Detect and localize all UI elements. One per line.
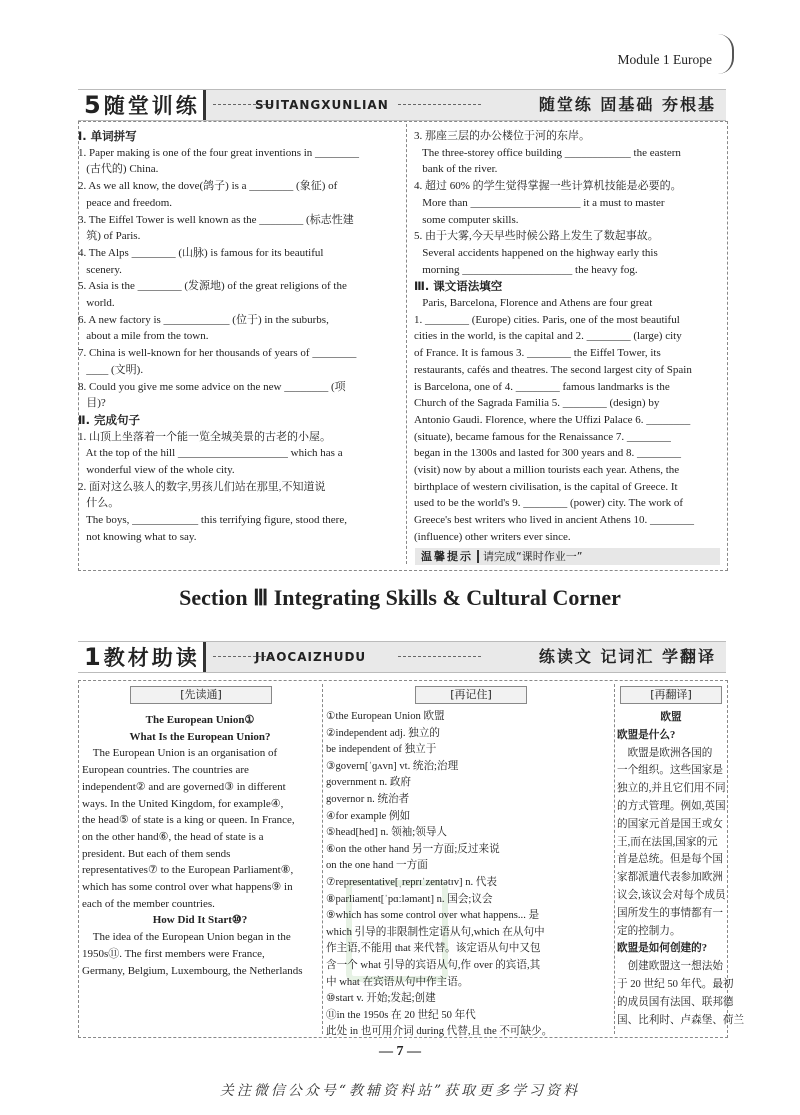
trans-line: 定的控制力。 <box>617 925 681 937</box>
page-number: — 7 — <box>379 1044 421 1059</box>
notes-line: ⑧parliament[ˈpɑːləmənt] n. 国会;议会 <box>326 893 493 905</box>
right-line: of France. It is famous 3. ________ the Eiffel Tower, its <box>414 347 661 360</box>
notes-line: be independent of 独立于 <box>326 744 437 756</box>
trans-line: 一个组织。这些国家是 <box>617 765 723 777</box>
right-line: (visit) now by about a million tourists each year. Athens, the <box>414 464 680 477</box>
reading-line: president. But each of them sends <box>82 847 231 860</box>
banner-reading <box>78 641 726 673</box>
reading-line: each of the member countries. <box>82 897 215 910</box>
banner-dash-right <box>398 656 481 657</box>
exercise-left-column <box>78 128 398 546</box>
trans-line: 国所发生的事情都有一 <box>617 907 723 919</box>
right-line: Antonio Gaudi. Florence, where the Uffizi Palace 6. ________ <box>414 413 691 426</box>
right-line: Paris, Barcelona, Florence and Athens are four great <box>414 297 653 310</box>
reading-line: independent② and are governed③ in different <box>82 780 286 793</box>
banner-tag <box>78 90 206 120</box>
right-line: 4. 超过 60% 的学生觉得掌握一些计算机技能是必要的。 <box>414 180 682 193</box>
trans-line: 独立的,并且它们用不同 <box>617 783 726 795</box>
right-line: used to be the world's 9. ________ (power) city. The work of <box>414 497 683 510</box>
right-line: The three-storey office building ____________ the eastern <box>414 146 681 159</box>
reading-line: Germany, Belgium, Luxembourg, the Netherlands <box>82 964 303 977</box>
left-line: scenery. <box>78 263 122 276</box>
notes-line: ⑪in the 1950s 在 20 世纪 50 年代 <box>326 1009 476 1021</box>
reading-line: 1950s⑪. The first members were France, <box>82 947 265 960</box>
right-line: 5. 由于大雾,今天早些时候公路上发生了数起事故。 <box>414 230 659 243</box>
left-line: (古代的) China. <box>78 163 159 176</box>
right-line: cities in the world, is the capital and 2. ________ (large) city <box>414 330 682 343</box>
right-line: began in the 1300s and lasted for 300 years and 8. ________ <box>414 447 681 460</box>
banner-tag <box>78 642 206 672</box>
trans-line: 议会,该议会对每个成员 <box>617 889 726 901</box>
banner-motto: 练读文 记词汇 学翻译 <box>538 647 716 666</box>
reading-line: ways. In the United Kingdom, for example④, <box>82 797 284 810</box>
notes-line: which 引导的非限制性定语从句,which 在从句中 <box>326 926 545 938</box>
left-line: 5. Asia is the ________ (发源地) of the great religions of the <box>78 280 347 293</box>
left-line: 1. Paper making is one of the four great inventions in ________ <box>78 146 360 159</box>
left-line: 2. 面对这么骇人的数字,男孩儿们站在那里,不知道说 <box>78 480 326 493</box>
footer-note: 关注微信公众号“教辅资料站”获取更多学习资料 <box>219 1083 581 1099</box>
right-line: Several accidents happened on the highway early this <box>414 246 658 259</box>
reading-line: The European Union① <box>145 714 255 726</box>
left-line: 筑) of Paris. <box>78 230 141 243</box>
notes-line: 中 what 在宾语从句中作主语。 <box>326 976 469 988</box>
reading-line: which has some control over what happens⑨ in <box>82 881 293 894</box>
notes-line: ⑨which has some control over what happens... 是 <box>326 910 540 922</box>
header-brace-decoration <box>718 34 734 74</box>
right-line: some computer skills. <box>414 213 519 226</box>
notes-line: ③govern[ˈɡʌvn] vt. 统治;治理 <box>326 760 459 772</box>
right-line: (situate), became famous for the Renaissance 7. ________ <box>414 430 671 443</box>
left-line: not knowing what to say. <box>78 530 197 543</box>
right-line: restaurants, cafés and theatres. The second largest city of Spain <box>414 363 692 376</box>
reading-line: the head⑤ of state is a king or queen. In France, <box>82 814 295 827</box>
left-line: 1. 山顶上坐落着一个能一览全城美景的古老的小屋。 <box>78 430 331 443</box>
trans-line: 于 20 世纪 50 年代。最初 <box>617 978 734 990</box>
column-head-read: [先读通] <box>130 686 272 704</box>
notes-line: ④for example 例如 <box>326 810 411 822</box>
translation-column <box>617 709 745 1029</box>
trans-line: 欧盟是欧洲各国的 <box>617 747 713 759</box>
reading-line: The European Union is an organisation of <box>82 747 278 760</box>
trans-line: 王,而在法国,国家的元 <box>617 836 718 848</box>
right-line: 1. ________ (Europe) cities. Paris, one of the most beautiful <box>414 313 680 326</box>
left-line: world. <box>78 297 115 310</box>
left-line: 3. The Eiffel Tower is well known as the ________ (标志性建 <box>78 213 354 226</box>
notes-line: ⑩start v. 开始;发起;创建 <box>326 993 436 1005</box>
right-line: Church of the Sagrada Familia 5. ________ (design) by <box>414 397 660 410</box>
left-line: 2. As we all know, the dove(鸽子) is a ________ (象征) of <box>78 180 338 193</box>
left-line: 目)? <box>78 397 106 410</box>
trans-line: 欧盟是如何创建的? <box>617 943 708 955</box>
notes-line: government n. 政府 <box>326 777 412 789</box>
trans-line: 的国家元首是国王或女 <box>617 818 723 830</box>
banner-dash-right <box>398 104 481 105</box>
left-line: 什么。 <box>78 497 120 510</box>
reading-divider-2 <box>614 684 615 1034</box>
left-line: ____ (文明). <box>78 363 144 376</box>
tip-bar <box>415 548 720 565</box>
reading-line: European countries. The countries are <box>82 764 249 777</box>
notes-line: ②independent adj. 独立的 <box>326 727 440 739</box>
notes-line: ⑦representative[ˌreprɪˈzentətɪv] n. 代表 <box>326 876 497 888</box>
left-line: Ⅱ. 完成句子 <box>78 412 140 427</box>
notes-column <box>326 709 612 1041</box>
right-line: (influence) other writers ever since. <box>414 530 571 543</box>
banner-practice <box>78 89 726 121</box>
trans-line: 家都派遣代表参加欧洲 <box>617 872 723 884</box>
notes-line: 作主语,不能用 that 来代替。该定语从句中又包 <box>326 943 541 955</box>
reading-line: How Did It Start⑩? <box>152 914 248 927</box>
right-line: bank of the river. <box>414 163 498 176</box>
column-head-translate: [再翻译] <box>620 686 722 704</box>
right-line: 3. 那座三层的办公楼位于河的东岸。 <box>414 130 590 142</box>
section-title: Section Ⅲ Integrating Skills & Cultural Corner <box>179 585 621 610</box>
trans-line: 的成员国有法国、联邦德 <box>617 996 734 1008</box>
exercise-right-column <box>414 128 724 546</box>
left-line: The boys, ____________ this terrifying figure, stood there, <box>78 514 347 527</box>
banner-pinyin: SUITANGXUNLIAN <box>255 98 389 112</box>
notes-line: ⑤head[hed] n. 领袖;领导人 <box>326 827 448 839</box>
left-line: 6. A new factory is ____________ (位于) in the suburbs, <box>78 313 329 326</box>
tip-key: 温馨提示 <box>415 550 479 563</box>
left-line: At the top of the hill ____________________ which has a <box>78 447 343 460</box>
right-line: morning ____________________ the heavy fog. <box>414 263 638 276</box>
banner-title: 教材助读 <box>103 646 200 670</box>
left-line: wonderful view of the whole city. <box>78 464 235 477</box>
notes-line: 此处 in 也可用介词 during 代替,且 the 不可缺少。 <box>326 1026 553 1038</box>
notes-line: ①the European Union 欧盟 <box>326 711 445 722</box>
left-line: about a mile from the town. <box>78 330 209 343</box>
trans-line: 欧盟是什么? <box>617 729 676 741</box>
notes-line: ⑥on the other hand 另一方面;反过来说 <box>326 843 500 855</box>
trans-line: 创建欧盟这一想法始 <box>617 961 723 973</box>
column-head-remember: [再记住] <box>415 686 527 704</box>
reading-line: on the other hand⑥, the head of state is a <box>82 830 264 843</box>
reading-column <box>82 712 318 979</box>
reading-line: What Is the European Union? <box>129 730 271 743</box>
banner-motto: 随堂练 固基础 夯根基 <box>538 95 716 114</box>
left-line: 8. Could you give me some advice on the new ________ (项 <box>78 380 346 393</box>
tip-text: 请完成“课时作业一” <box>483 550 583 563</box>
banner-pinyin: JIAOCAIZHUDU <box>255 650 367 664</box>
reading-divider-1 <box>322 684 323 1034</box>
right-line: birthplace of western civilisation, is the capital of Greece. It <box>414 480 678 493</box>
banner-number: 5 <box>84 91 104 119</box>
left-line: peace and freedom. <box>78 196 173 209</box>
right-line: Greece's best writers who lived in ancient Athens 10. ________ <box>414 514 694 527</box>
trans-line: 首是总统。但是每个国 <box>617 854 723 866</box>
reading-line: The idea of the European Union began in the <box>82 931 291 944</box>
trans-line: 的方式管理。例如,英国 <box>617 800 726 812</box>
notes-line: governor n. 统治者 <box>326 793 410 805</box>
left-line: 7. China is well-known for her thousands of years of ________ <box>78 347 357 360</box>
exercise-divider <box>406 124 407 564</box>
reading-line: representatives⑦ to the European Parliament⑧, <box>82 864 294 877</box>
right-line: More than ____________________ it a must to master <box>414 196 665 209</box>
running-header: Module 1 Europe <box>617 52 712 67</box>
left-line: 4. The Alps ________ (山脉) is famous for its beautiful <box>78 246 324 259</box>
left-line: Ⅰ. 单词拼写 <box>78 129 137 143</box>
notes-line: 含一个 what 引导的宾语从句,作 over 的宾语,其 <box>326 959 541 971</box>
trans-line: 国、比利时、卢森堡、荷兰 <box>617 1014 745 1026</box>
right-line: Ⅲ. 课文语法填空 <box>414 279 503 294</box>
trans-line: 欧盟 <box>660 712 682 723</box>
right-line: is Barcelona, one of 4. ________ famous landmarks is the <box>414 380 670 393</box>
notes-line: on the one hand 一方面 <box>326 860 428 872</box>
banner-number: 1 <box>84 643 104 671</box>
banner-title: 随堂训练 <box>103 94 200 118</box>
